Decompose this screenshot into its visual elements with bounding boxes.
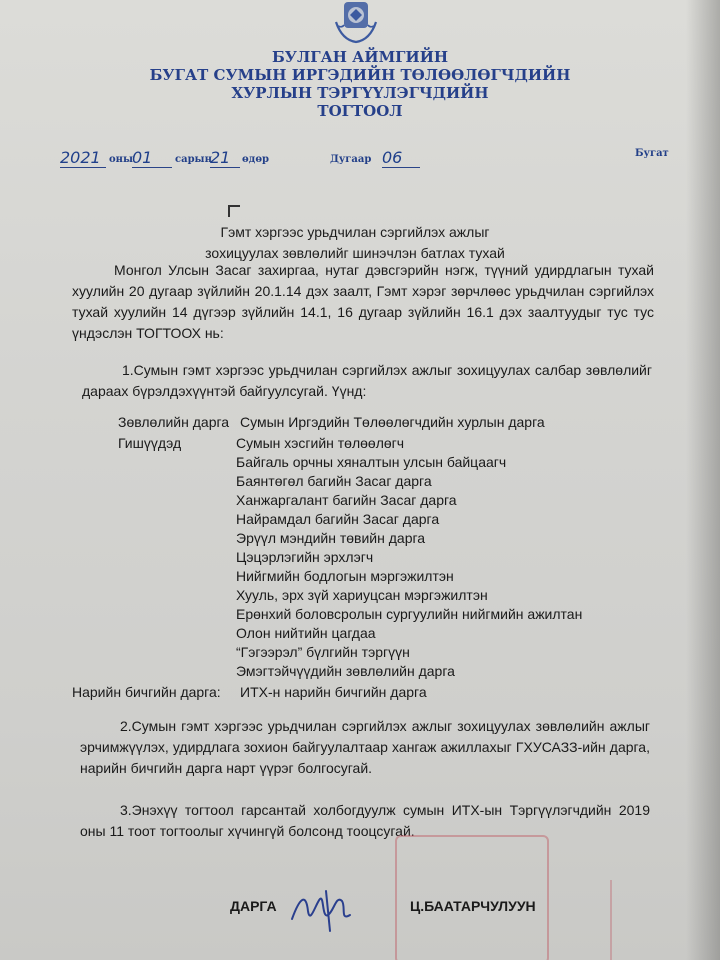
page-edge-shadow	[686, 0, 720, 960]
resolution-subject	[180, 222, 530, 264]
month-handwritten: 01	[132, 148, 172, 168]
day-label: өдөр	[242, 154, 269, 165]
preamble-paragraph: Монгол Улсын Засаг захиргаа, нутаг дэвсгэрийн нэгж, түүний удирдлагын тухай хуулийн 20 дугаар зүйлийн 20.1.14 дэх заалт, Гэмт хэрэг зөрчлөөс урьдчилан сэргийлэх тухай хуулийн 14 дүгээр зүйлийн 14.1, 16 дугаар зүйлийн 16.1 дэх заалтуудыг тус тус үндэслэн ТОГТООХ нь:	[72, 262, 654, 341]
signatory-title: ДАРГА	[230, 898, 277, 914]
member-item: Ханжаргалант багийн Засаг дарга	[236, 492, 457, 508]
subject-bracket	[228, 205, 240, 217]
year-label: оны	[109, 154, 134, 165]
member-item: Найрамдал багийн Засаг дарга	[236, 511, 440, 527]
item-3-paragraph: 3.Энэхүү тогтоол гарсантай холбогдуулж сумын ИТХ-ын Тэргүүлэгчдийн 2019 оны 11 тоот тогтоолыг хүчингүй болсонд тооцсугай.	[80, 802, 650, 839]
member-item: Эрүүл мэндийн төвийн дарга	[236, 530, 426, 546]
day-handwritten: 21	[210, 148, 240, 168]
member-item: Баянтөгөл багийн Засаг дарга	[236, 473, 432, 489]
member-item: Сумын хэсгийн төлөөлөгч	[236, 435, 405, 451]
date-line	[60, 148, 680, 176]
signatory-name: Ц.БААТАРЧУЛУУН	[410, 898, 536, 914]
member-item: Эмэгтэйчүүдийн зөвлөлийн дарга	[236, 663, 455, 679]
secretary-label: Нарийн бичгийн дарга:	[72, 684, 221, 700]
place-name: Бугат	[635, 148, 669, 159]
header-presidium: ХУРЛЫН ТЭРГҮҮЛЭГЧДИЙН	[231, 84, 489, 102]
item-1-paragraph: 1.Сумын гэмт хэргээс урьдчилан сэргийлэх ажлыг зохицуулах салбар зөвлөлийг дараах бүрэлдэхүүнтэй байгуулсугай. Үүнд:	[82, 362, 652, 399]
member-item: Ерөнхий боловсролын сургуулийн нийгмийн ажилтан	[236, 606, 583, 622]
member-item: Хууль, эрх зүй хариуцсан мэргэжилтэн	[236, 587, 488, 603]
item-2-paragraph: 2.Сумын гэмт хэргээс урьдчилан сэргийлэх ажлыг зохицуулах зөвлөлийн ажлыг эрчимжүүлэх, удирдлага зохион байгуулалтаар хангаж ажиллахыг ГХУСАЗЗ-ийн дарга, нарийн бичгийн дарга нарт үүрэг болгосугай.	[80, 718, 650, 776]
chair-label: Зөвлөлийн дарга	[118, 414, 230, 430]
document-header	[120, 48, 600, 120]
header-sum-council: БУГАТ СУМЫН ИРГЭДИЙН ТӨЛӨӨЛӨГЧДИЙН	[149, 66, 571, 84]
state-emblem-icon	[328, 0, 384, 44]
handwritten-signature	[286, 885, 366, 935]
member-item: Олон нийтийн цагдаа	[236, 625, 376, 641]
number-handwritten: 06	[382, 148, 420, 168]
member-item: Нийгмийн бодлогын мэргэжилтэн	[236, 568, 454, 584]
member-item: “Гэгээрэл” бүлгийн тэргүүн	[236, 644, 410, 660]
secretary-value: ИТХ-н нарийн бичгийн дарга	[240, 684, 427, 700]
header-resolution: ТОГТООЛ	[317, 102, 403, 120]
subject-line-1: Гэмт хэргээс урьдчилан сэргийлэх ажлыг	[220, 224, 490, 240]
members-label: Гишүүдэд	[118, 435, 182, 451]
month-label: сарын	[175, 154, 212, 165]
chair-value: Сумын Иргэдийн Төлөөлөгчдийн хурлын дарга	[240, 414, 545, 430]
header-aimag: БУЛГАН АЙМГИЙН	[271, 48, 449, 66]
member-item: Байгаль орчны хяналтын улсын байцаагч	[236, 454, 507, 470]
number-label: Дугаар	[330, 154, 372, 165]
subject-line-2: зохицуулах зөвлөлийг шинэчлэн батлах тухай	[205, 245, 505, 261]
year-handwritten: 2021	[60, 148, 106, 168]
member-item: Цэцэрлэгийн эрхлэгч	[236, 549, 374, 565]
